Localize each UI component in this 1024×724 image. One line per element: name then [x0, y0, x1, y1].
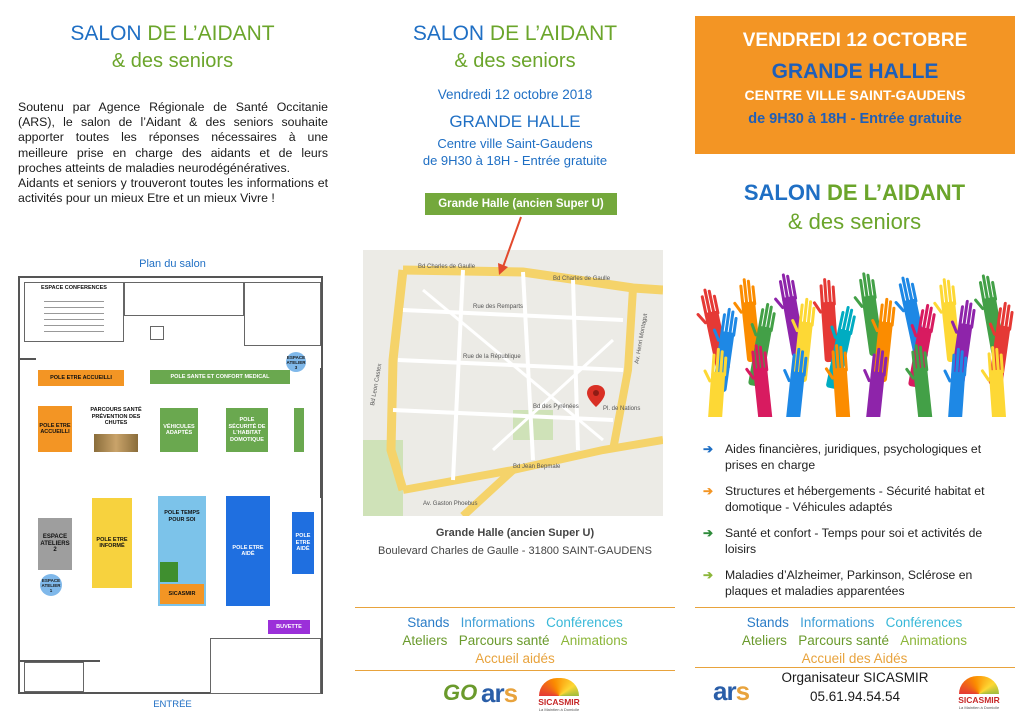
- tag-stands: Stands: [407, 615, 450, 630]
- map-street-label: Rue des Remparts: [473, 304, 524, 310]
- plan-espace-ateliers-2: ESPACE ATELIERS 2: [38, 518, 72, 570]
- map-pointer-arrow-icon: [495, 215, 525, 277]
- title-de: DE L’AIDANT: [147, 22, 275, 45]
- plan-room: [24, 662, 84, 692]
- banner-hall: GRANDE HALLE: [771, 60, 939, 83]
- plan-parcours-sante: PARCOURS SANTÉ PRÉVENTION DES CHUTES: [88, 406, 144, 454]
- plan-pole-etre-accueilli: POLE ETRE ACCUEILLI: [38, 406, 72, 452]
- salon-title: SALON DE L’AIDANT: [70, 22, 275, 45]
- raised-hands-image: [695, 262, 1015, 417]
- plan-room: [124, 282, 244, 316]
- parcours-track: [94, 434, 138, 452]
- event-hours: de 9H30 à 18H - Entrée gratuite: [422, 153, 608, 168]
- sicasmir-logo: SICASMIR La Maintien à Domicile: [537, 678, 581, 712]
- plan-pole-etre-aide-right: POLE ETRE AIDÉ: [292, 512, 314, 574]
- plan-wall: [320, 368, 322, 498]
- salon-subtitle: & des seniors: [454, 50, 576, 72]
- organizer-phone: 05.61.94.54.54: [809, 689, 901, 704]
- map-street-label: Rue de la République: [463, 354, 521, 360]
- banner-city: CENTRE VILLE SAINT-GAUDENS: [744, 87, 966, 103]
- map-street-label: Av. Gaston Phoebus: [423, 501, 478, 507]
- salon-title: SALON DE L’AIDANT: [743, 180, 966, 205]
- plan-room: [210, 638, 321, 694]
- event-date: Vendredi 12 octobre 2018: [437, 87, 593, 102]
- event-location: [345, 135, 685, 169]
- map-street-label: Bd Jean Bepmale: [513, 464, 561, 470]
- plan-pole-etre-informe: POLE ETRE INFORMÉ: [92, 498, 132, 588]
- arrow-right-icon: ➔: [703, 442, 714, 456]
- plan-pole-etre-aide: POLE ETRE AIDÉ: [226, 496, 270, 606]
- plan-title: Plan du salon: [139, 258, 206, 270]
- activity-tags: [685, 614, 1024, 668]
- divider: [355, 670, 675, 671]
- map-caption-address: Boulevard Charles de Gaulle - 31800 SAINT-GAUDENS: [378, 545, 652, 557]
- ars-logo: ars: [713, 676, 750, 706]
- plan-sicasmir: SICASMIR: [160, 584, 204, 604]
- arrow-right-icon: ➔: [703, 484, 714, 498]
- banner-hours: de 9H30 à 18H - Entrée gratuite: [748, 111, 962, 127]
- plan-pole-sante-confort: POLE SANTE ET CONFORT MEDICAL: [150, 370, 290, 384]
- arrow-right-icon: ➔: [703, 568, 714, 582]
- city-map: [363, 250, 663, 516]
- plan-pole-securite: POLE SÉCURITÉ DE L’HABITAT DOMOTIQUE: [226, 408, 268, 452]
- tag-parcours: Parcours santé: [798, 633, 889, 648]
- intro-paragraph-2: Aidants et seniors y trouveront toutes les informations et activités pour un mieux Etre et un mieux Vivre !: [18, 176, 328, 206]
- tag-parcours: Parcours santé: [458, 633, 550, 648]
- map-street-label: Bd Charles de Gaulle: [418, 264, 476, 270]
- map-caption-name: Grande Halle (ancien Super U): [435, 527, 595, 539]
- plan-espace-atelier-1: ESPACE ATELIER 1: [40, 574, 62, 596]
- plan-entree: ENTRÉE: [153, 699, 192, 710]
- topic-item: ➔ Maladies d’Alzheimer, Parkinson, Sclérose en plaques et maladies apparentées: [703, 568, 973, 598]
- organizer-label: Organisateur SICASMIR: [781, 670, 929, 685]
- map-location-label: Grande Halle (ancien Super U): [425, 193, 617, 215]
- rainbow-icon: [539, 678, 579, 696]
- tag-ateliers: Ateliers: [402, 633, 448, 648]
- ars-logo: ars: [481, 678, 518, 708]
- activity-tags: [345, 614, 685, 668]
- tag-ateliers: Ateliers: [741, 633, 787, 648]
- plan-buvette: BUVETTE: [268, 620, 310, 634]
- event-banner: [695, 16, 1015, 154]
- topic-item: ➔ Structures et hébergements - Sécurité habitat et domotique - Véhicules adaptés: [703, 484, 985, 514]
- event-city: Centre ville Saint-Gaudens: [437, 136, 593, 151]
- plan-room: [244, 282, 321, 346]
- salon-title: SALON DE L’AIDANT: [412, 22, 618, 45]
- banner-date: VENDREDI 12 OCTOBRE: [742, 30, 968, 51]
- plan-wall: [20, 358, 36, 360]
- event-hall: GRANDE HALLE: [449, 112, 581, 131]
- arrow-right-icon: ➔: [703, 526, 714, 540]
- intro-paragraph-1: Soutenu par Agence Régionale de Santé Occitanie (ARS), le salon de l’Aidant & des seniors souhaite apporter toutes les réponses nécessaires à une meilleure prise en charge des aidants et de leurs proches atteints de maladies neurodégénératives.: [18, 100, 328, 175]
- salon-subtitle: & des seniors: [111, 50, 234, 72]
- floor-plan: [18, 276, 323, 694]
- divider: [695, 607, 1015, 608]
- right-panel: [685, 0, 1024, 724]
- plan-pole-temps-pour-soi: POLE TEMPS POUR SOI: [158, 496, 206, 606]
- topic-item: ➔ Santé et confort - Temps pour soi et activités de loisirs: [703, 526, 983, 556]
- tag-informations: Informations: [800, 615, 875, 630]
- title-de: DE L’AIDANT: [489, 22, 618, 45]
- plan-green-strip: [294, 408, 304, 452]
- map-street-label: Bd Charles de Gaulle: [553, 276, 611, 282]
- middle-panel: [345, 0, 685, 724]
- plan-pillar: [150, 326, 164, 340]
- title-de: DE L’AIDANT: [827, 180, 966, 205]
- salon-subtitle: & des seniors: [787, 209, 922, 234]
- divider: [355, 607, 675, 608]
- tag-accueil: Accueil aidés: [475, 651, 555, 666]
- go-logo: GO: [443, 680, 478, 705]
- map-street-label: Bd des Pyrénées: [533, 404, 579, 410]
- tag-accueil: Accueil des Aidés: [801, 651, 908, 666]
- plan-vehicules-adaptes: VÉHICULES ADAPTÉS: [160, 408, 198, 452]
- plan-pole-etre-accueilli-bar: POLE ETRE ACCUEILLI: [38, 370, 124, 386]
- tag-animations: Animations: [560, 633, 628, 648]
- left-panel: [0, 0, 345, 724]
- tag-animations: Animations: [900, 633, 968, 648]
- map-street-label: Bd Leon Castex: [370, 363, 384, 407]
- sicasmir-logo: SICASMIR La Maintien à Domicile: [957, 676, 1001, 710]
- tag-conferences: Conférences: [885, 615, 963, 630]
- plan-green-block: [160, 562, 178, 582]
- rainbow-icon: [959, 676, 999, 694]
- conference-seats: [44, 296, 104, 336]
- tag-stands: Stands: [746, 615, 789, 630]
- topic-item: ➔ Aides financières, juridiques, psychologiques et prises en charge: [703, 442, 982, 472]
- plan-espace-atelier-3: ESPACE ATELIER 3: [286, 352, 306, 372]
- map-street-label: Pl. de Nations: [603, 406, 641, 412]
- tag-conferences: Conférences: [546, 615, 623, 630]
- plan-espace-conferences: ESPACE CONFERENCES: [41, 284, 107, 291]
- map-street-label: Av. Henri Montagut: [634, 313, 650, 365]
- intro-text: [18, 100, 328, 206]
- divider: [695, 667, 1015, 668]
- tag-informations: Informations: [460, 615, 535, 630]
- topics-list: [703, 441, 1008, 609]
